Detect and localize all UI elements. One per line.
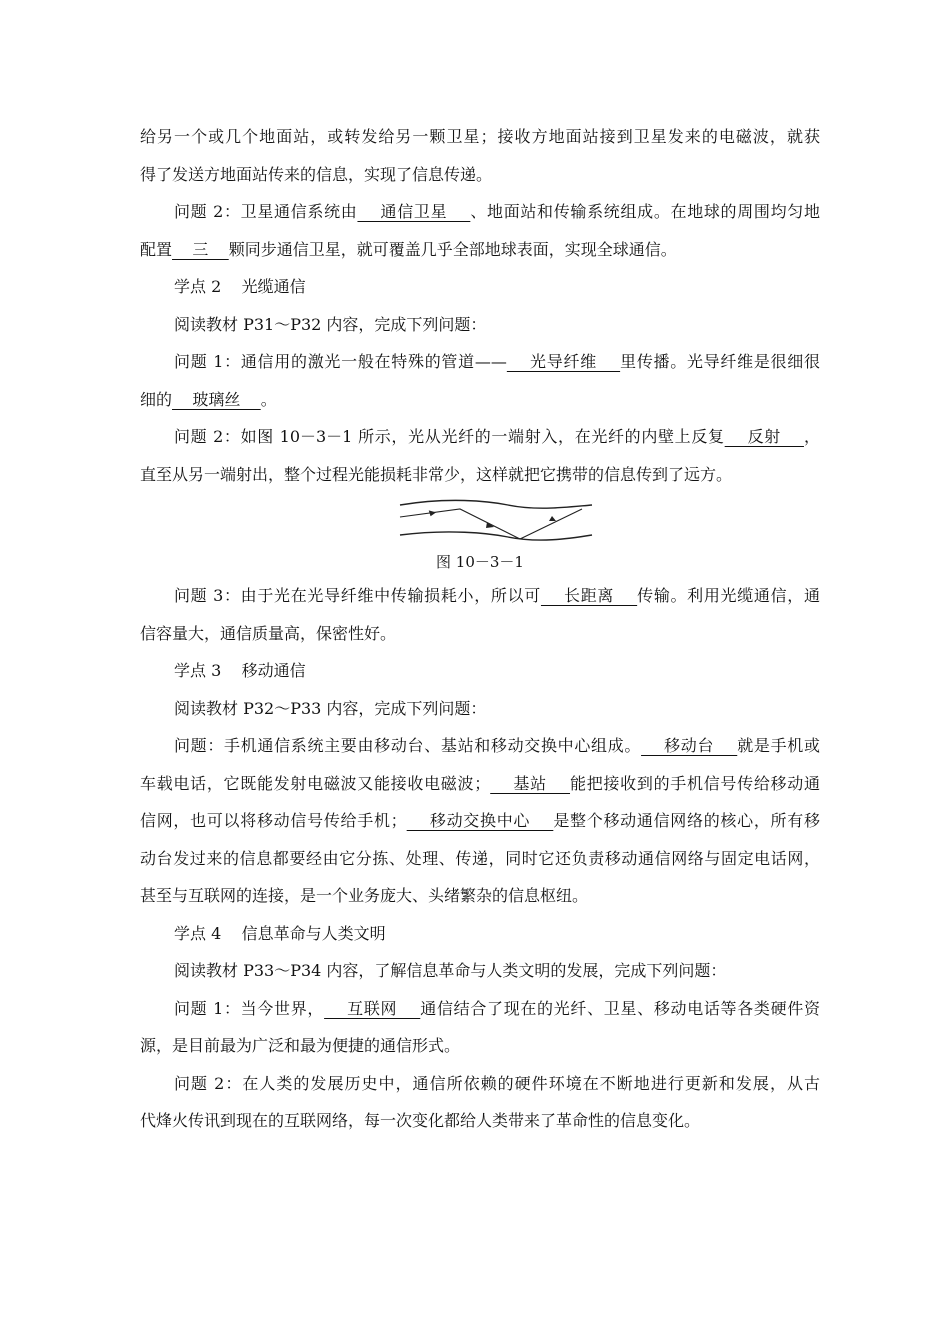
question-line: 源，是目前最为广泛和最为便捷的通信形式。 xyxy=(140,1036,461,1055)
question-line xyxy=(140,231,820,269)
question-text: 问题 1：通信用的激光一般在特殊的管道—— xyxy=(174,352,507,371)
ray-arrow-icon xyxy=(549,516,556,521)
optical-fiber-figure xyxy=(140,493,820,577)
reading-instruction: 阅读教材 P31～P32 内容，完成下列问题： xyxy=(174,314,487,334)
question-text: 问题 2：如图 10－3－1 所示，光从光纤的一端射入，在光纤的内壁上反复 xyxy=(174,427,725,446)
answer-blank: 长距离 xyxy=(540,586,638,605)
paragraph-line: 给另一个或几个地面站，或转发给另一颗卫星；接收方地面站接到卫星发来的电磁波，就获 xyxy=(140,127,820,146)
question-line xyxy=(140,343,820,381)
question-line xyxy=(140,802,820,840)
question-line: 信容量大，通信质量高，保密性好。 xyxy=(140,623,397,643)
question-text: ， xyxy=(803,427,820,446)
question-text: 通信结合了现在的光纤、卫星、移动电话等各类硬件资 xyxy=(420,998,820,1018)
answer-blank: 移动台 xyxy=(641,736,738,755)
question-line xyxy=(140,193,820,231)
question-text: 就是手机或 xyxy=(737,736,820,755)
fiber-upper-wall xyxy=(400,500,592,508)
question-text: 问题 1：当今世界， xyxy=(174,998,325,1018)
section-heading: 学点 4 信息革命与人类文明 xyxy=(174,923,386,943)
question-text: 车载电话，它既能发射电磁波又能接收电磁波； xyxy=(140,773,491,793)
paragraph-line: 甚至与互联网的连接，是一个业务庞大、头绪繁杂的信息枢纽。 xyxy=(140,886,589,905)
question-line xyxy=(140,727,820,765)
question-line: 代烽火传讯到现在的互联网络，每一次变化都给人类带来了革命性的信息变化。 xyxy=(140,1111,701,1130)
ray-arrow-icon xyxy=(429,509,437,516)
question-line xyxy=(140,990,820,1028)
question-text: 是整个移动通信网络的核心，所有移 xyxy=(553,811,820,830)
answer-blank: 三 xyxy=(172,239,229,259)
question-line xyxy=(140,381,820,419)
question-text: 能把接收到的手机信号传给移动通 xyxy=(570,773,820,793)
question-line xyxy=(140,765,820,803)
optical-fiber-diagram xyxy=(398,499,594,555)
question-text: 问题：手机通信系统主要由移动台、基站和移动交换中心组成。 xyxy=(174,736,642,755)
question-text: 。 xyxy=(260,389,277,409)
question-text: 、地面站和传输系统组成。在地球的周围均匀地 xyxy=(470,202,820,221)
section-heading: 学点 3 移动通信 xyxy=(174,661,306,680)
question-text: 问题 3：由于光在光导纤维中传输损耗小，所以可 xyxy=(174,586,541,605)
reading-instruction: 阅读教材 P33～P34 内容，了解信息革命与人类文明的发展，完成下列问题： xyxy=(174,961,727,980)
answer-blank: 移动交换中心 xyxy=(406,811,554,830)
answer-blank: 光导纤维 xyxy=(506,352,621,371)
reading-instruction: 阅读教材 P32～P33 内容，完成下列问题： xyxy=(174,698,487,718)
question-text: 细的 xyxy=(140,389,173,409)
figure-caption: 图 10－3－1 xyxy=(436,553,524,571)
section-heading: 学点 2 光缆通信 xyxy=(174,277,306,296)
question-text: 颗同步通信卫星，就可覆盖几乎全部地球表面，实现全球通信。 xyxy=(228,239,677,259)
document-page xyxy=(140,118,820,1140)
question-line: 问题 2：在人类的发展历史中，通信所依赖的硬件环境在不断地进行更新和发展，从古 xyxy=(174,1073,820,1093)
question-text: 配置 xyxy=(140,239,173,259)
paragraph-line: 动台发过来的信息都要经由它分拣、处理、传递，同时它还负责移动通信网络与固定电话网， xyxy=(140,848,820,868)
question-text: 问题 2：卫星通信系统由 xyxy=(174,202,358,221)
fiber-lower-wall xyxy=(400,532,592,540)
question-text: 信网，也可以将移动信号传给手机； xyxy=(140,811,407,830)
question-text: 里传播。光导纤维是很细很 xyxy=(620,352,820,371)
answer-blank: 基站 xyxy=(490,773,571,793)
question-line xyxy=(140,418,820,456)
question-text: 传输。利用光缆通信，通 xyxy=(637,586,820,605)
question-line xyxy=(140,577,820,615)
answer-blank: 反射 xyxy=(724,427,804,446)
answer-blank: 互联网 xyxy=(324,998,421,1018)
answer-blank: 通信卫星 xyxy=(357,202,471,221)
question-line: 直至从另一端射出，整个过程光能损耗非常少，这样就把它携带的信息传到了远方。 xyxy=(140,464,733,484)
answer-blank: 玻璃丝 xyxy=(172,389,261,409)
paragraph-line: 得了发送方地面站传来的信息，实现了信息传递。 xyxy=(140,164,493,184)
